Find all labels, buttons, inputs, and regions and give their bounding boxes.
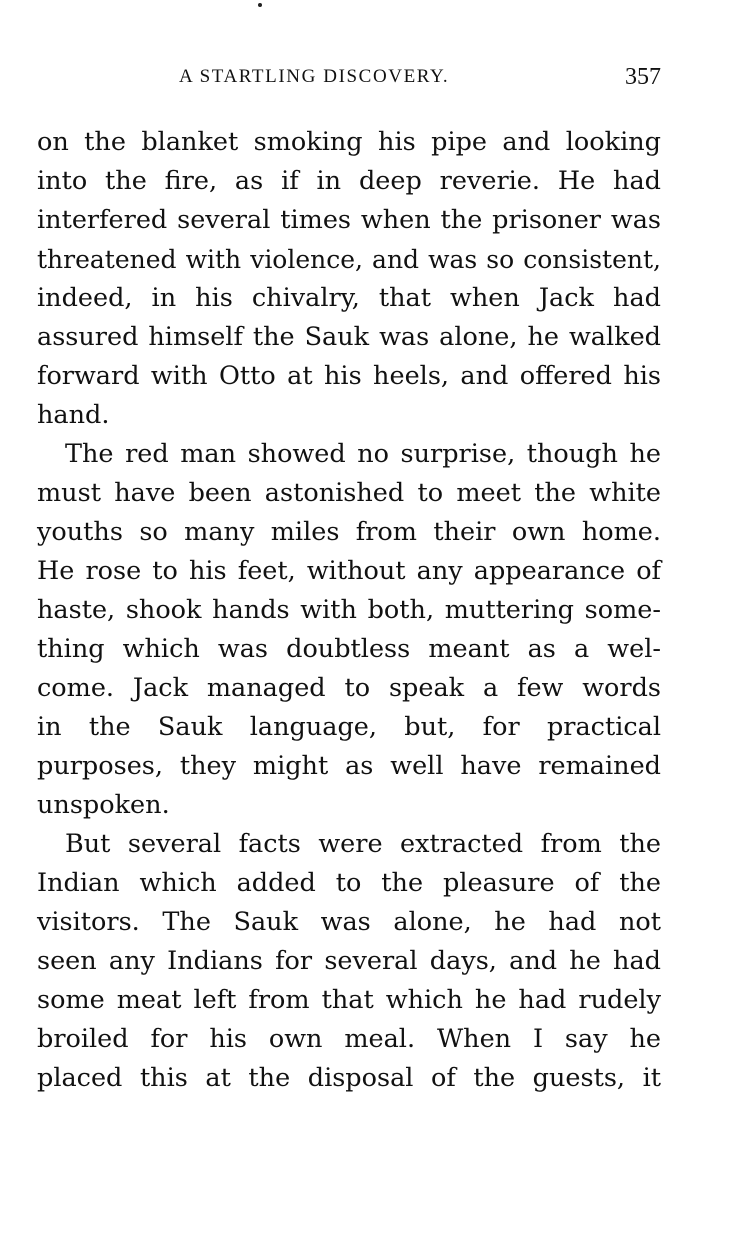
text-line: in the Sauk language, but, for practical <box>37 712 661 742</box>
text-line: He rose to his feet, without any appearance of <box>37 556 661 586</box>
text-line: broiled for his own meal. When I say he <box>37 1024 661 1054</box>
text-line: on the blanket smoking his pipe and looking <box>37 127 661 157</box>
text-line: placed this at the disposal of the guests, it <box>37 1063 661 1093</box>
text-line: into the fire, as if in deep reverie. He had <box>37 166 661 196</box>
running-header <box>37 63 661 91</box>
body-text <box>37 123 661 1098</box>
text-line: purposes, they might as well have remained <box>37 751 661 781</box>
text-line: haste, shook hands with both, muttering some- <box>37 595 661 625</box>
text-line: youths so many miles from their own home. <box>37 517 661 547</box>
text-line: come. Jack managed to speak a few words <box>37 673 661 703</box>
text-line: seen any Indians for several days, and he had <box>37 946 661 976</box>
chapter-title: A STARTLING DISCOVERY. <box>179 66 450 87</box>
text-line: forward with Otto at his heels, and offered his <box>37 361 661 391</box>
text-line: Indian which added to the pleasure of the <box>37 868 661 898</box>
text-line: thing which was doubtless meant as a wel- <box>37 634 661 664</box>
text-line: hand. <box>37 400 110 430</box>
text-line: indeed, in his chivalry, that when Jack had <box>37 283 661 313</box>
text-line: interfered several times when the prisoner was <box>37 205 661 235</box>
text-line: But several facts were extracted from the <box>65 829 661 859</box>
ink-speck <box>258 3 262 7</box>
page-number: 357 <box>625 64 661 90</box>
text-line: some meat left from that which he had rudely <box>37 985 661 1015</box>
text-line: threatened with violence, and was so consistent, <box>37 245 661 274</box>
text-line: The red man showed no surprise, though he <box>65 439 661 469</box>
text-line: unspoken. <box>37 790 170 820</box>
text-line: must have been astonished to meet the white <box>37 478 661 508</box>
text-line: assured himself the Sauk was alone, he walked <box>37 322 661 352</box>
text-line: visitors. The Sauk was alone, he had not <box>37 907 661 937</box>
